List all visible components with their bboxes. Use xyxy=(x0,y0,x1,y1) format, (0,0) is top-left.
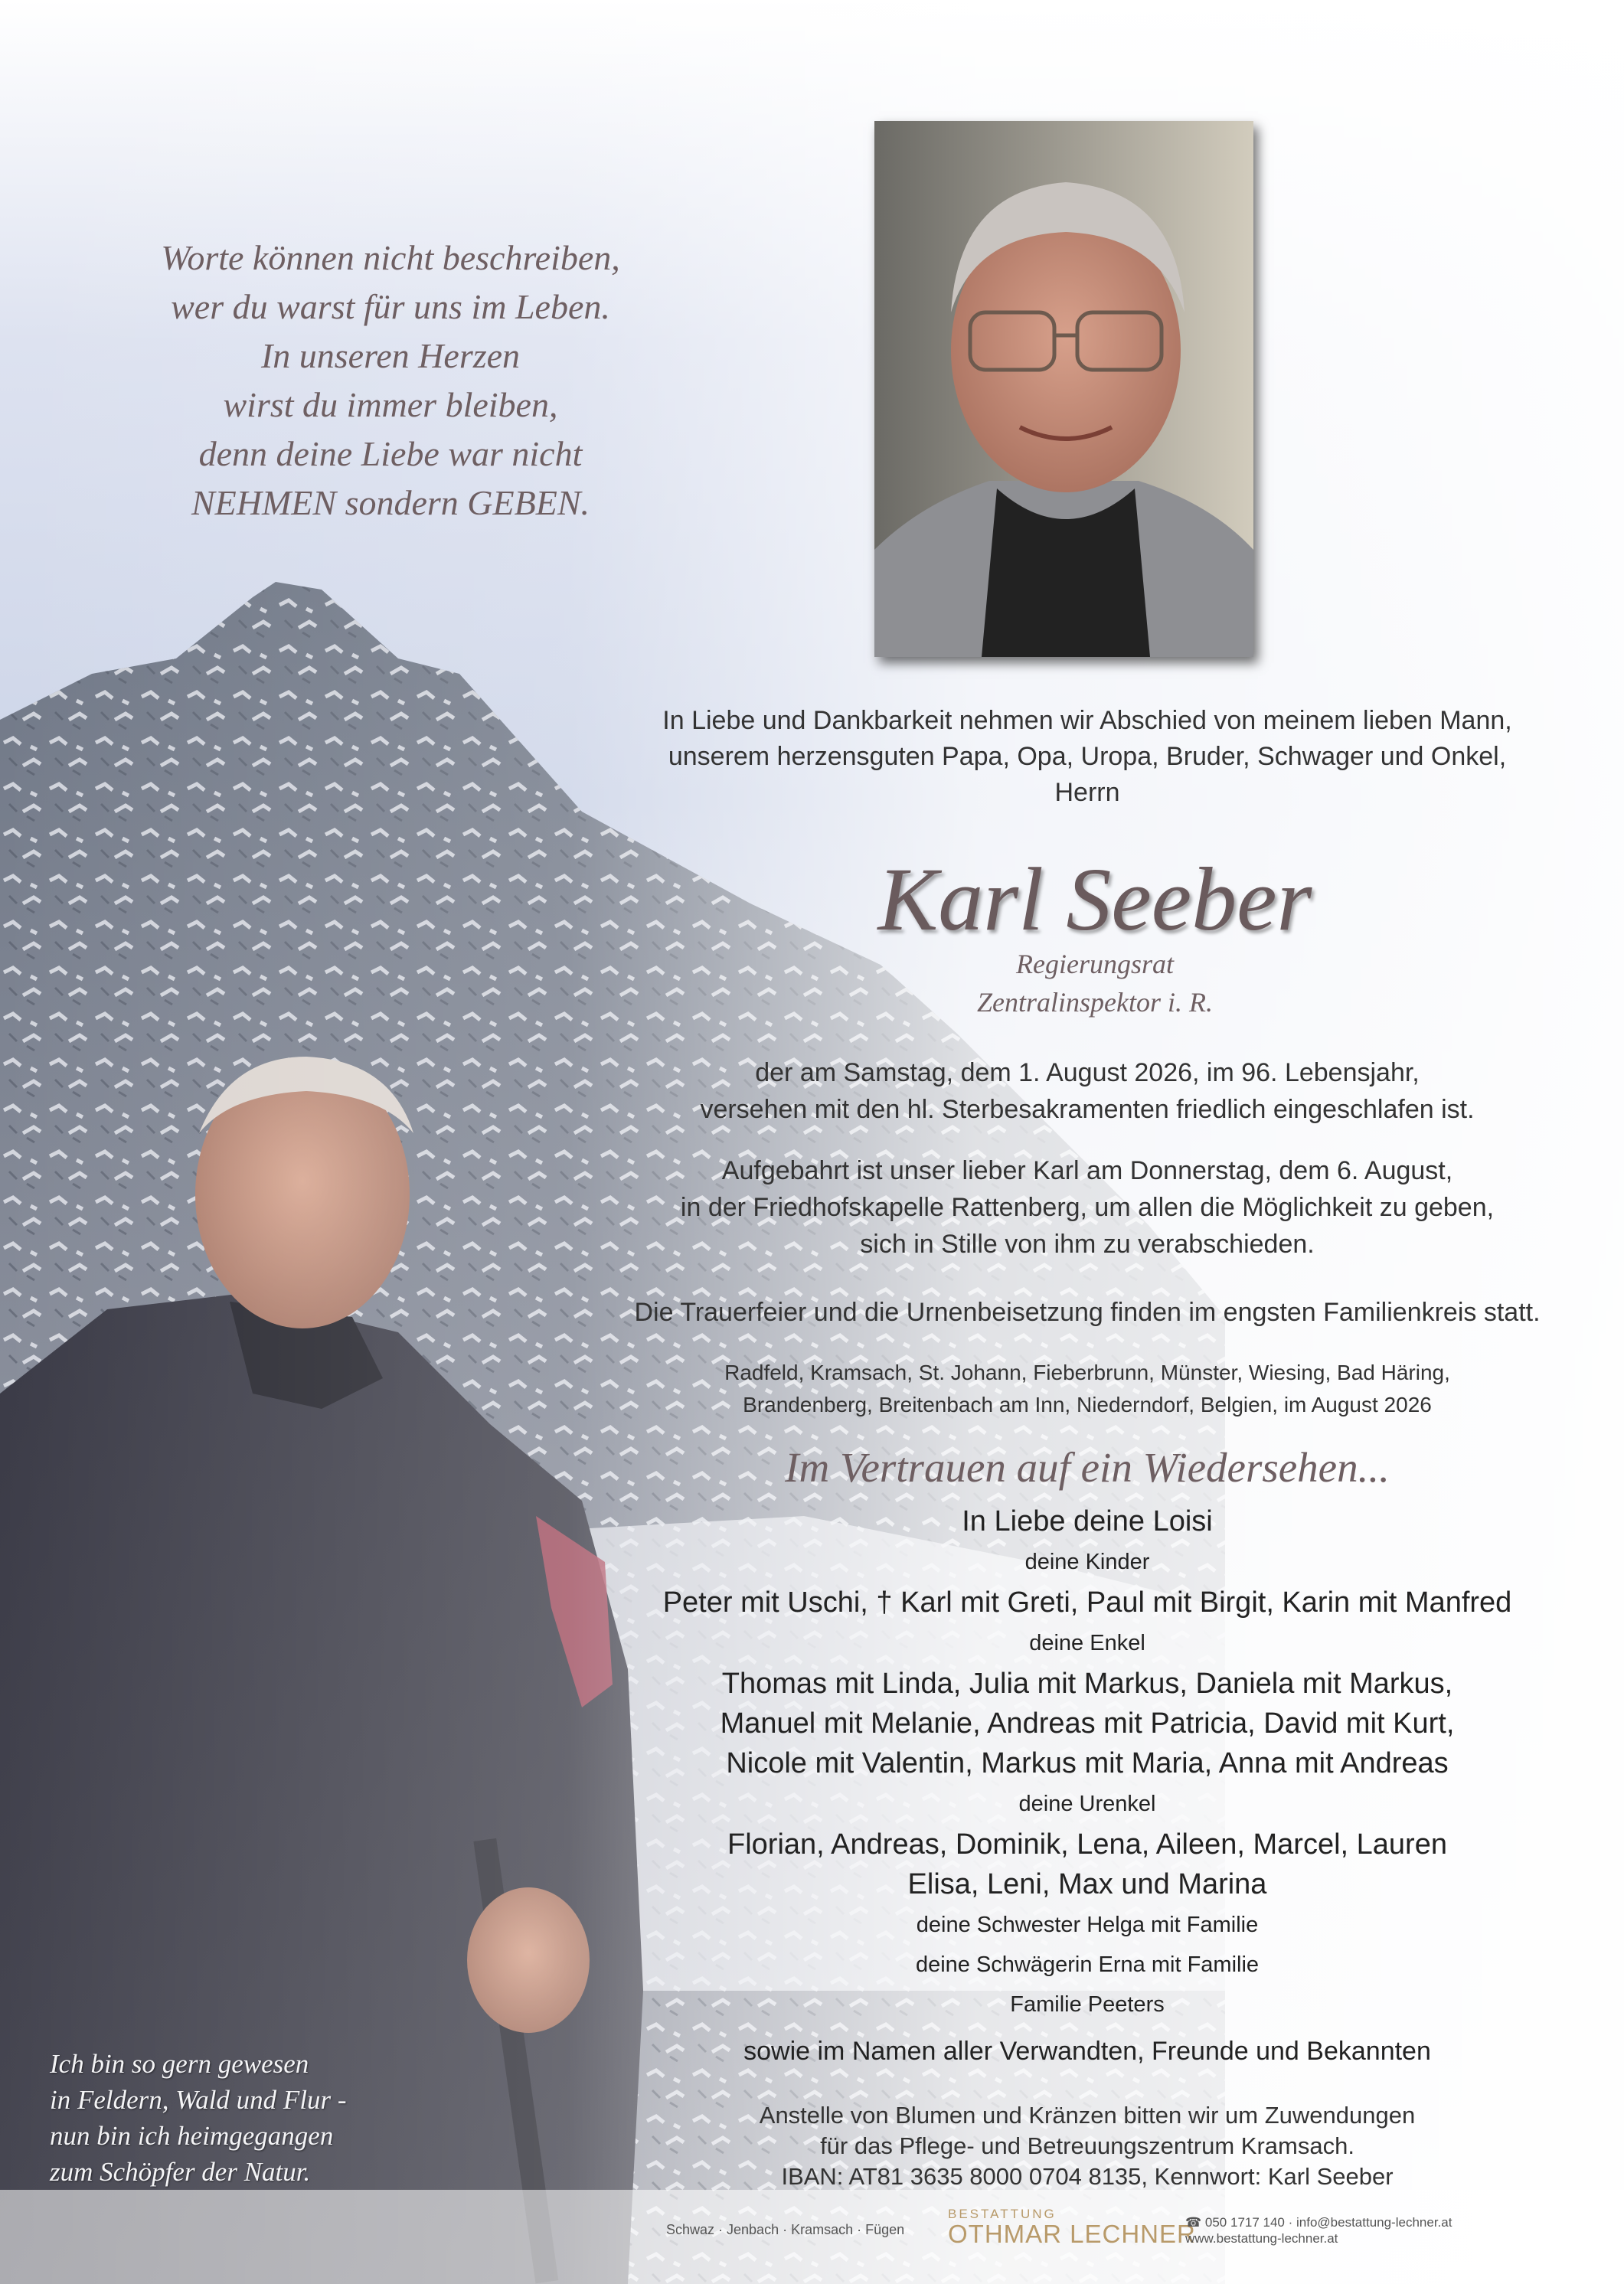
poem-line: NEHMEN sondern GEBEN. xyxy=(191,483,590,522)
poem-line: In unseren Herzen xyxy=(260,336,521,375)
intro-text xyxy=(582,703,1593,811)
children-label: deine Kinder xyxy=(1024,1550,1150,1574)
poem-line: nun bin ich heimgegangen xyxy=(50,2121,334,2151)
places-and-date xyxy=(582,1357,1593,1421)
motto: Im Vertrauen auf ein Wiedersehen... xyxy=(785,1444,1390,1491)
viewing-paragraph xyxy=(582,1152,1593,1263)
ceremony-paragraph: Die Trauerfeier und die Urnenbeisetzung finden im engsten Familienkreis statt. xyxy=(634,1298,1541,1327)
great-grandchildren-line: Elisa, Leni, Max und Marina xyxy=(907,1868,1267,1900)
wife-line: In Liebe deine Loisi xyxy=(962,1505,1213,1537)
deceased-name: Karl Seeber xyxy=(877,849,1312,949)
deceased-title: Regierungsrat xyxy=(1016,949,1174,979)
poem-line: Worte können nicht beschreiben, xyxy=(161,238,620,277)
poem-line: Ich bin so gern gewesen xyxy=(50,2049,309,2079)
paragraph-line: der am Samstag, dem 1. August 2026, im 96. Lebensjahr, xyxy=(755,1058,1420,1087)
poem-line: in Feldern, Wald und Flur - xyxy=(50,2085,347,2115)
sister-in-law-line: deine Schwägerin Erna mit Familie xyxy=(915,1952,1260,1977)
footer-towns: Schwaz · Jenbach · Kramsach · Fügen xyxy=(666,2222,905,2237)
donation-request xyxy=(582,2100,1593,2192)
grandchildren-line: Nicole mit Valentin, Markus mit Maria, Anna mit Andreas xyxy=(726,1747,1449,1779)
sister-line: deine Schwester Helga mit Familie xyxy=(916,1913,1259,1937)
contact-info: ☎ 050 1717 140 · info@bestattung-lechner.at xyxy=(1185,2215,1452,2230)
intro-line: Herrn xyxy=(1054,778,1120,807)
donation-line: für das Pflege- und Betreuungszentrum Kramsach. xyxy=(820,2132,1354,2159)
portrait-photo xyxy=(874,121,1253,657)
paragraph-line: Aufgebahrt ist unser lieber Karl am Donnerstag, dem 6. August, xyxy=(721,1156,1453,1185)
poem-line: denn deine Liebe war nicht xyxy=(198,434,583,473)
poem-line: wer du warst für uns im Leben. xyxy=(171,287,610,326)
great-grandchildren-line: Florian, Andreas, Dominik, Lena, Aileen, Marcel, Lauren xyxy=(727,1828,1447,1861)
places-line: Brandenberg, Breitenbach am Inn, Niederndorf, Belgien, im August 2026 xyxy=(743,1393,1432,1416)
paragraph-line: versehen mit den hl. Sterbesakramenten friedlich eingeschlafen ist. xyxy=(700,1095,1475,1124)
poem-line: zum Schöpfer der Natur. xyxy=(50,2157,311,2187)
donation-line: IBAN: AT81 3635 8000 0704 8135, Kennwort: Karl Seeber xyxy=(781,2163,1394,2190)
paragraph-line: sich in Stille von ihm zu verabschieden. xyxy=(860,1230,1315,1259)
death-notice-paragraph xyxy=(582,1054,1593,1128)
places-line: Radfeld, Kramsach, St. Johann, Fieberbrunn, Münster, Wiesing, Bad Häring, xyxy=(724,1361,1450,1384)
grandchildren-line: Thomas mit Linda, Julia mit Markus, Daniela mit Markus, xyxy=(721,1668,1453,1700)
intro-line: In Liebe und Dankbarkeit nehmen wir Abschied von meinem lieben Mann, xyxy=(662,706,1512,735)
top-poem xyxy=(145,234,636,528)
grandchildren-line: Manuel mit Melanie, Andreas mit Patricia, David mit Kurt, xyxy=(720,1707,1455,1740)
relatives-line: sowie im Namen aller Verwandten, Freunde und Bekannten xyxy=(743,2037,1431,2066)
company-logo-top: BESTATTUNG xyxy=(948,2207,1057,2221)
bottom-poem xyxy=(50,2046,479,2190)
peeters-line: Familie Peeters xyxy=(1010,1992,1165,2017)
poem-line: wirst du immer bleiben, xyxy=(223,385,558,424)
children-line: Peter mit Uschi, † Karl mit Greti, Paul mit Birgit, Karin mit Manfred xyxy=(662,1586,1512,1619)
deceased-title: Zentralinspektor i. R. xyxy=(977,987,1213,1018)
great-grandchildren-label: deine Urenkel xyxy=(1018,1792,1156,1816)
donation-line: Anstelle von Blumen und Kränzen bitten wir um Zuwendungen xyxy=(759,2102,1416,2129)
paragraph-line: in der Friedhofskapelle Rattenberg, um allen die Möglichkeit zu geben, xyxy=(680,1193,1495,1222)
company-logo: OTHMAR LECHNER xyxy=(948,2220,1196,2248)
grandchildren-label: deine Enkel xyxy=(1029,1631,1145,1655)
website-link[interactable]: www.bestattung-lechner.at xyxy=(1185,2231,1338,2246)
intro-line: unserem herzensguten Papa, Opa, Uropa, Bruder, Schwager und Onkel, xyxy=(668,742,1507,771)
